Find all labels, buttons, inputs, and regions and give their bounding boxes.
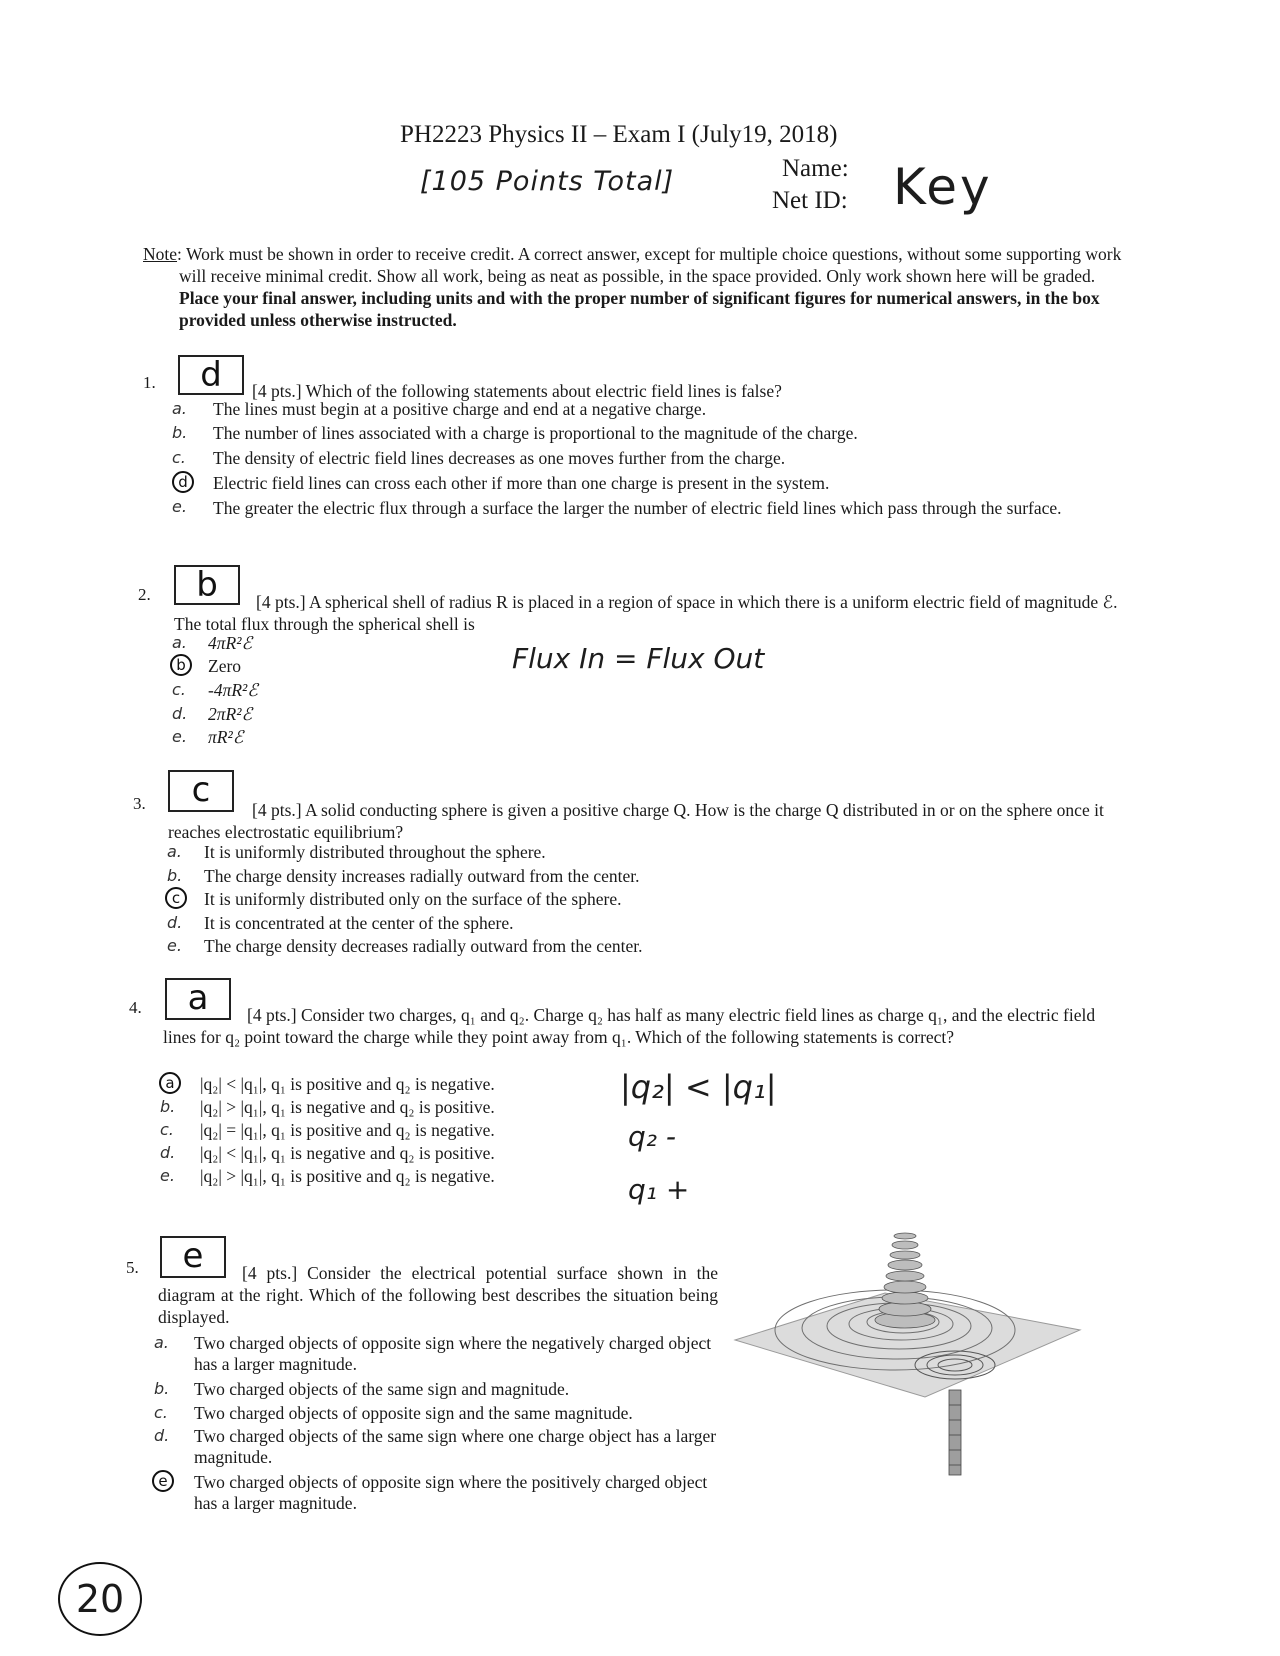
note-label: Note <box>143 244 178 264</box>
name-label: Name: <box>782 155 849 182</box>
question-2-option-b-circled-mark: b <box>170 654 192 676</box>
question-5-number: 5. <box>126 1258 139 1277</box>
question-4-handwritten-magnitude: |q₂| < |q₁| <box>620 1068 777 1106</box>
question-3-option-a-mark: a. <box>167 842 182 861</box>
question-4-option-e-mark: e. <box>160 1166 175 1185</box>
question-4-text: [4 pts.] Consider two charges, q₁ and q₂. Charge q₂ has half as many electric field lines as charge q₁, and the electric field lines for q₂ point toward the charge while they point away from q₁. Which of the following statements is correct? <box>163 1005 1096 1047</box>
instructions-note <box>143 243 1123 331</box>
question-5-answer-box[interactable]: e <box>160 1236 226 1278</box>
question-4-number: 4. <box>129 998 142 1017</box>
question-2-option-e: πR²ℰ <box>208 727 244 747</box>
question-1-answer-box[interactable]: d <box>178 355 244 395</box>
question-4-option-d-mark: d. <box>160 1143 176 1162</box>
potential-surface-diagram <box>725 1225 1085 1485</box>
question-3-option-b: The charge density increases radially outward from the center. <box>204 866 640 886</box>
question-2-option-d-mark: d. <box>172 704 188 723</box>
question-4-option-b: |q₂| > |q₁|, q₁ is negative and q₂ is positive. <box>200 1097 495 1117</box>
question-5-option-a-mark: a. <box>154 1333 169 1352</box>
question-2-text: [4 pts.] A spherical shell of radius R is placed in a region of space in which there is a uniform electric field of magnitude ℰ. The total flux through the spherical shell is <box>174 592 1118 634</box>
question-1-option-e-mark: e. <box>172 497 187 516</box>
question-3-option-c: It is uniformly distributed only on the surface of the sphere. <box>204 889 622 909</box>
question-4-option-c: |q₂| = |q₁|, q₁ is positive and q₂ is negative. <box>200 1120 495 1140</box>
question-2-option-b: Zero <box>208 656 242 676</box>
question-4-option-c-mark: c. <box>160 1120 174 1139</box>
question-2-answer-box[interactable]: b <box>174 565 240 605</box>
question-1-option-a: The lines must begin at a positive charge and end at a negative charge. <box>213 399 707 419</box>
question-2-handwritten-note: Flux In = Flux Out <box>512 642 765 675</box>
question-1-number: 1. <box>143 373 156 392</box>
question-3-option-d-mark: d. <box>167 913 183 932</box>
question-3-option-a: It is uniformly distributed throughout the sphere. <box>204 842 546 862</box>
question-5-option-b-mark: b. <box>154 1379 170 1398</box>
question-1-option-a-mark: a. <box>172 399 187 418</box>
question-1-option-c: The density of electric field lines decreases as one moves further from the charge. <box>213 448 786 468</box>
question-1-option-b-mark: b. <box>172 423 188 442</box>
netid-label: Net ID: <box>772 187 848 214</box>
question-5-option-c: Two charged objects of opposite sign and the same magnitude. <box>194 1403 633 1423</box>
question-5-option-d: Two charged objects of the same sign where one charge object has a larger magnitude. <box>194 1426 717 1467</box>
question-4-option-a-circled-mark: a <box>159 1072 181 1094</box>
question-5-option-c-mark: c. <box>154 1403 168 1422</box>
note-bold-text: Place your final answer, including units and with the proper number of significant figures for numerical answers, in the box provided unless otherwise instructed. <box>179 288 1100 330</box>
question-3-option-c-circled-mark: c <box>165 887 187 909</box>
question-4-option-d: |q₂| < |q₁|, q₁ is negative and q₂ is positive. <box>200 1143 495 1163</box>
question-3-option-e-mark: e. <box>167 936 182 955</box>
question-4-handwritten-q2-sign: q₂ - <box>628 1120 677 1153</box>
question-3-number: 3. <box>133 794 146 813</box>
question-3-option-e: The charge density decreases radially outward from the center. <box>204 936 643 956</box>
question-4-option-b-mark: b. <box>160 1097 176 1116</box>
answer-key-handwritten: Key <box>893 158 993 216</box>
question-1-option-e: The greater the electric flux through a surface the larger the number of electric field lines which pass through the surface. <box>213 498 1062 518</box>
question-5-option-e-circled-mark: e <box>152 1470 174 1492</box>
question-5-option-b: Two charged objects of the same sign and magnitude. <box>194 1379 570 1399</box>
question-4-answer-box[interactable]: a <box>165 978 231 1020</box>
question-4-option-a: |q₂| < |q₁|, q₁ is positive and q₂ is negative. <box>200 1074 495 1094</box>
question-2-option-a-mark: a. <box>172 633 187 652</box>
question-2-option-a: 4πR²ℰ <box>208 633 253 653</box>
question-4-option-e: |q₂| > |q₁|, q₁ is positive and q₂ is negative. <box>200 1166 495 1186</box>
question-1-option-b: The number of lines associated with a charge is proportional to the magnitude of the charge. <box>213 423 858 443</box>
question-2-number: 2. <box>138 585 151 604</box>
note-text: : Work must be shown in order to receive credit. A correct answer, except for multiple choice questions, without some supporting work will receive minimal credit. Show all work, being as neat as possible, in the space provided. Only work shown here will be graded. <box>177 244 1122 286</box>
question-1-option-d-circled-mark: d <box>172 471 194 493</box>
negative-well <box>949 1390 961 1475</box>
question-5-option-e: Two charged objects of opposite sign where the positively charged object has a larger magnitude. <box>194 1472 708 1513</box>
question-5-option-d-mark: d. <box>154 1426 170 1445</box>
total-score-circled: 20 <box>58 1562 142 1636</box>
question-3-answer-box[interactable]: c <box>168 770 234 812</box>
question-1-option-c-mark: c. <box>172 448 186 467</box>
question-3-text: [4 pts.] A solid conducting sphere is given a positive charge Q. How is the charge Q distributed in or on the sphere once it reaches electrostatic equilibrium? <box>168 800 1104 842</box>
question-2-option-e-mark: e. <box>172 727 187 746</box>
question-4-handwritten-q1-sign: q₁ + <box>628 1173 690 1206</box>
question-2-option-c: -4πR²ℰ <box>208 680 258 700</box>
points-total-handwritten: [105 Points Total] <box>420 166 675 197</box>
question-1-text: [4 pts.] Which of the following statements about electric field lines is false? <box>252 381 782 401</box>
question-2-option-c-mark: c. <box>172 680 186 699</box>
question-1-option-d: Electric field lines can cross each other if more than one charge is present in the system. <box>213 473 830 493</box>
question-3-option-d: It is concentrated at the center of the sphere. <box>204 913 514 933</box>
exam-title: PH2223 Physics II – Exam I (July19, 2018) <box>400 121 838 148</box>
question-5-text: [4 pts.] Consider the electrical potential surface shown in the diagram at the right. Which of the following best describes the situation being displayed. <box>158 1263 718 1327</box>
question-3-option-b-mark: b. <box>167 866 183 885</box>
question-5-option-a: Two charged objects of opposite sign where the negatively charged object has a larger magnitude. <box>194 1333 712 1374</box>
question-2-option-d: 2πR²ℰ <box>208 704 253 724</box>
